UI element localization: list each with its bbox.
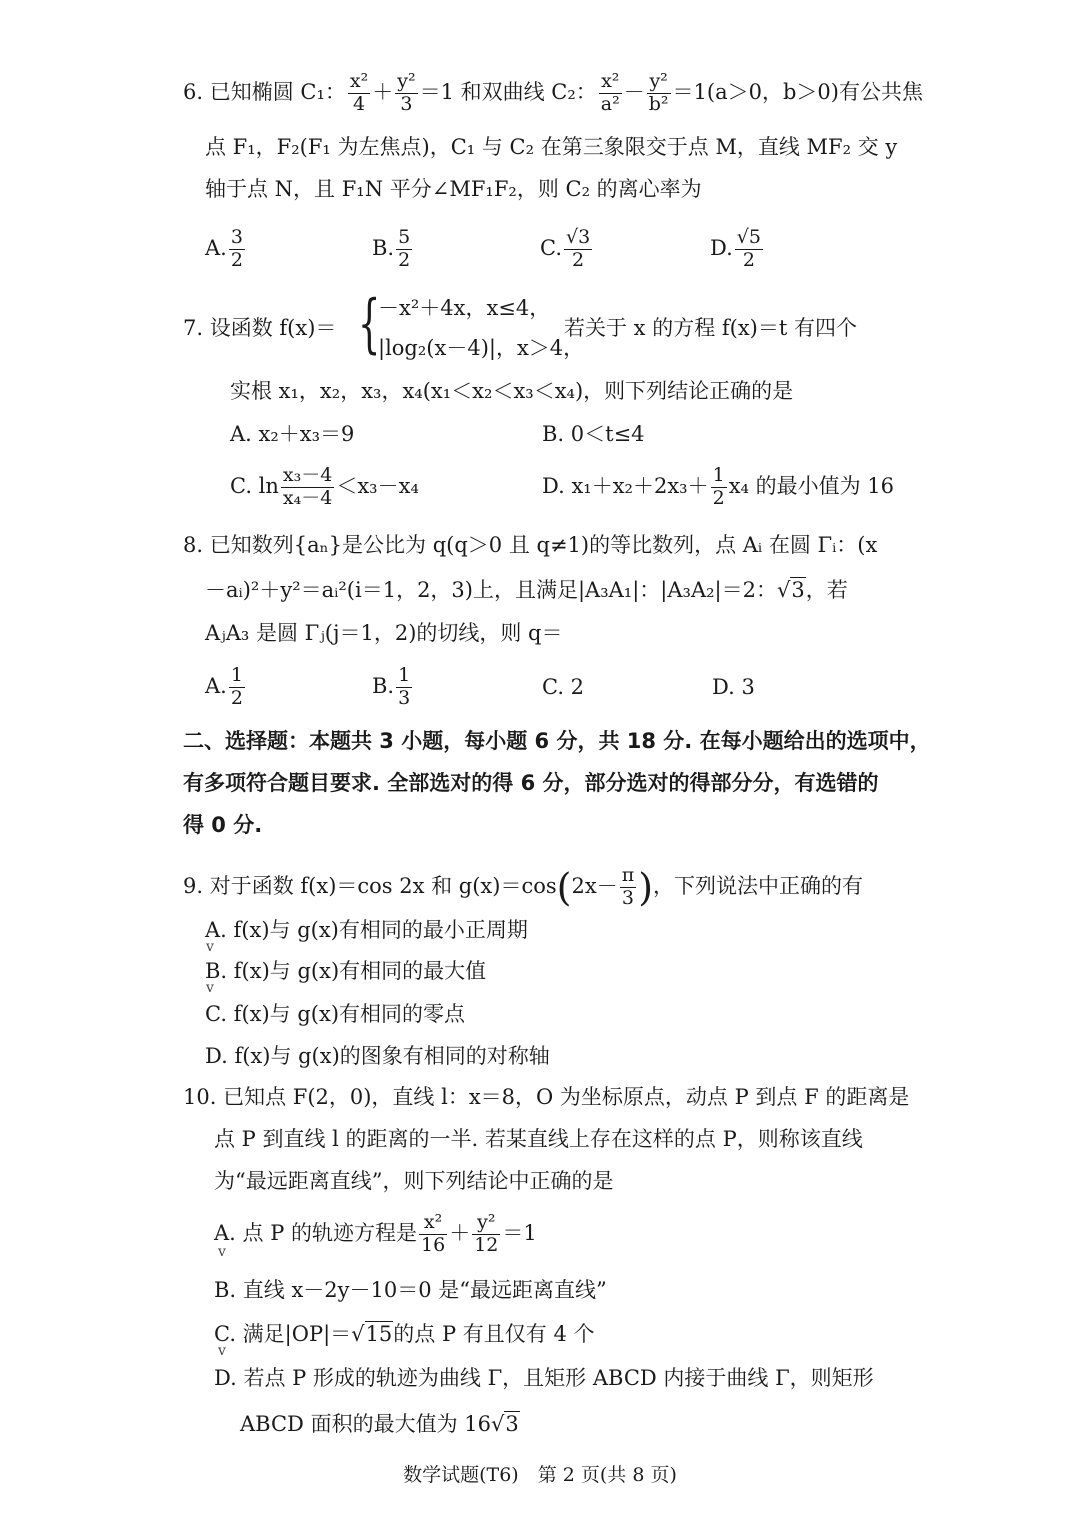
q6-line1: [183, 72, 923, 115]
q6-option-b[interactable]: [372, 228, 414, 271]
q6-text: 6. 已知椭圆 C₁：: [183, 79, 346, 104]
frac-num: 1: [230, 664, 243, 686]
option-frac: [564, 228, 592, 271]
option-letter: B.: [372, 673, 395, 698]
section2-line1: 二、选择题：本题共 3 小题，每小题 6 分，共 18 分. 在每小题给出的选项中，: [183, 729, 931, 753]
frac-den: 2: [572, 248, 585, 271]
q6-line2: 点 F₁，F₂(F₁ 为左焦点)，C₁ 与 C₂ 在第三象限交于点 M，直线 MF₂ 交 y: [205, 135, 898, 159]
q10-option-c[interactable]: C. 满足|OP|＝√15的点 P 有且仅有 4 个: [214, 1322, 595, 1346]
q8-line1: 8. 已知数列{aₙ}是公比为 q(q＞0 且 q≠1)的等比数列，点 Aᵢ 在圆 Γᵢ：(x: [183, 533, 878, 557]
frac-num: y²: [472, 1213, 500, 1235]
frac-num: x₃－4: [282, 464, 333, 486]
plus-sign: ＋: [372, 79, 394, 104]
frac-num: √3: [566, 226, 591, 248]
big-paren: (: [556, 865, 572, 910]
option-frac: [396, 666, 412, 709]
frac-den: 16: [421, 1233, 446, 1256]
option-frac: [472, 1213, 500, 1256]
frac-den: 3: [621, 886, 634, 909]
minus-sign: －: [623, 79, 645, 104]
q8-option-a[interactable]: [205, 666, 247, 709]
frac-num: 1: [398, 664, 411, 686]
q7-option-d[interactable]: [542, 466, 894, 509]
frac-num: 3: [230, 226, 243, 248]
q10-option-b[interactable]: B. 直线 x－2y－10＝0 是“最远距离直线”: [214, 1278, 607, 1302]
option-frac: [711, 466, 727, 509]
frac-den: 2: [398, 248, 411, 271]
q8-text: ，若: [805, 578, 848, 602]
frac-num: x²: [349, 70, 369, 92]
frac-den: 4: [353, 92, 366, 115]
frac-den: 12: [474, 1233, 499, 1256]
frac-den: 3: [400, 92, 413, 115]
section2-line2: 有多项符合题目要求. 全部选对的得 6 分，部分选对的得部分分，有选错的: [183, 771, 879, 795]
option-text: C. 满足|OP|＝: [214, 1322, 352, 1346]
frac-num: y²: [647, 72, 671, 94]
option-frac: [229, 228, 245, 271]
check-mark-icon: v: [218, 1244, 226, 1260]
option-frac: [281, 466, 334, 509]
q7-line2: 实根 x₁，x₂，x₃，x₄(x₁＜x₂＜x₃＜x₄)，则下列结论正确的是: [230, 379, 794, 403]
check-mark-icon: v: [218, 1343, 226, 1359]
q6-option-c[interactable]: [540, 228, 594, 271]
option-text: 的点 P 有且仅有 4 个: [393, 1322, 595, 1346]
option-letter: A.: [205, 235, 227, 260]
frac-num: y²: [397, 70, 416, 92]
frac-num: x²: [419, 1213, 447, 1235]
frac-den: b²: [648, 92, 669, 115]
q9-option-a[interactable]: A. f(x)与 g(x)有相同的最小正周期: [205, 918, 528, 942]
q9-option-b[interactable]: B. f(x)与 g(x)有相同的最大值: [205, 959, 487, 983]
q10-option-a[interactable]: [214, 1213, 537, 1256]
option-letter: C.: [540, 235, 562, 260]
plus-sign: ＋: [449, 1220, 471, 1245]
frac-den: 2: [742, 248, 755, 271]
frac-num: 5: [398, 226, 411, 248]
q10-option-d[interactable]: D. 若点 P 形成的轨迹为曲线 Γ，且矩形 ABCD 内接于曲线 Γ，则矩形: [214, 1366, 874, 1390]
check-mark-icon: v: [206, 939, 214, 955]
q6-option-d[interactable]: [710, 228, 765, 271]
option-text: A. 点 P 的轨迹方程是: [214, 1220, 417, 1245]
q9-text: 9. 对于函数 f(x)＝cos 2x 和 g(x)＝cos: [183, 873, 557, 898]
q8-option-b[interactable]: [372, 666, 414, 709]
option-text: ＝1: [502, 1220, 537, 1245]
q7-option-b[interactable]: B. 0＜t≤4: [542, 422, 645, 446]
big-paren: ): [638, 865, 654, 910]
q6-line3: 轴于点 N，且 F₁N 平分∠MF₁F₂，则 C₂ 的离心率为: [205, 177, 702, 201]
section2-line3: 得 0 分.: [183, 813, 263, 837]
frac-num: π: [621, 864, 635, 886]
q9-line1: [183, 866, 863, 909]
q7-post: 若关于 x 的方程 f(x)＝t 有四个: [564, 316, 857, 340]
option-frac: [396, 228, 412, 271]
option-letter: D.: [710, 235, 733, 260]
q8-text: －aᵢ)²＋y²＝aᵢ²(i＝1，2，3)上，且满足|A₃A₁|：|A₃A₂|＝2：: [205, 578, 777, 602]
q7-case1: －x²＋4x，x≤4，: [378, 296, 551, 320]
frac-num: 1: [712, 464, 725, 486]
q8-line2: －aᵢ)²＋y²＝aᵢ²(i＝1，2，3)上，且满足|A₃A₁|：|A₃A₂|＝2：√3，若: [205, 578, 848, 602]
option-text: C. ln: [230, 473, 279, 498]
q7-option-c[interactable]: [230, 466, 419, 509]
frac-den: 2: [230, 248, 243, 271]
frac-num: √5: [736, 226, 761, 248]
q9-text: 2x－: [571, 873, 618, 898]
option-frac: [229, 666, 245, 709]
q10-option-d-line2: ABCD 面积的最大值为 16√3: [240, 1412, 519, 1436]
radicand: 3: [505, 1412, 519, 1436]
q9-option-d[interactable]: D. f(x)与 g(x)的图象有相同的对称轴: [205, 1044, 550, 1068]
frac-den: 2: [712, 486, 725, 509]
q9-frac-pi-3: [620, 866, 637, 909]
option-text: x₄ 的最小值为 16: [728, 473, 895, 498]
frac-num: x²: [599, 72, 622, 94]
frac-den: 3: [398, 686, 411, 709]
radicand: 3: [791, 578, 805, 602]
frac-den: a²: [600, 92, 620, 115]
q7-pre: 7. 设函数 f(x)＝: [183, 316, 337, 340]
q6-frac-x2-4: [348, 72, 370, 115]
q7-option-a[interactable]: A. x₂＋x₃＝9: [230, 422, 355, 446]
q6-frac-y2-3: [395, 72, 417, 115]
radicand: 15: [365, 1322, 393, 1346]
check-mark-icon: v: [206, 980, 214, 996]
q10-line1: 10. 已知点 F(2，0)，直线 l：x＝8，O 为坐标原点，动点 P 到点 F 的距离是: [183, 1085, 910, 1109]
q9-text: ，下列说法中正确的有: [653, 873, 864, 898]
q8-option-c[interactable]: C. 2: [542, 675, 585, 699]
piecewise-brace: {: [358, 287, 381, 361]
option-letter: A.: [205, 673, 227, 698]
q6-text: ＝1(a＞0，b＞0)有公共焦: [672, 79, 923, 104]
option-text: ABCD 面积的最大值为 16: [240, 1412, 491, 1436]
option-frac: [419, 1213, 447, 1256]
option-letter: B.: [372, 235, 395, 260]
q6-option-a[interactable]: [205, 228, 247, 271]
q8-option-d[interactable]: D. 3: [712, 675, 755, 699]
q10-line2: 点 P 到直线 l 的距离的一半. 若某直线上存在这样的点 P，则称该直线: [214, 1127, 863, 1151]
option-text: D. x₁＋x₂＋2x₃＋: [542, 473, 709, 498]
q6-frac-y2-b2: [647, 72, 671, 115]
frac-den: x₄－4: [282, 486, 333, 509]
q10-line3: 为“最远距离直线”，则下列结论中正确的是: [214, 1169, 614, 1193]
page-footer: 数学试题(T6) 第 2 页(共 8 页): [403, 1464, 677, 1486]
q6-text: ＝1 和双曲线 C₂：: [419, 79, 597, 104]
frac-den: 2: [230, 686, 243, 709]
q7-case2: |log₂(x－4)|，x＞4，: [378, 336, 585, 360]
q8-line3: AⱼA₃ 是圆 Γⱼ(j＝1，2)的切线，则 q＝: [205, 621, 563, 645]
option-frac: [735, 228, 763, 271]
option-text: ＜x₃－x₄: [336, 473, 419, 498]
q6-frac-x2-a2: [599, 72, 622, 115]
q9-option-c[interactable]: C. f(x)与 g(x)有相同的零点: [205, 1002, 466, 1026]
